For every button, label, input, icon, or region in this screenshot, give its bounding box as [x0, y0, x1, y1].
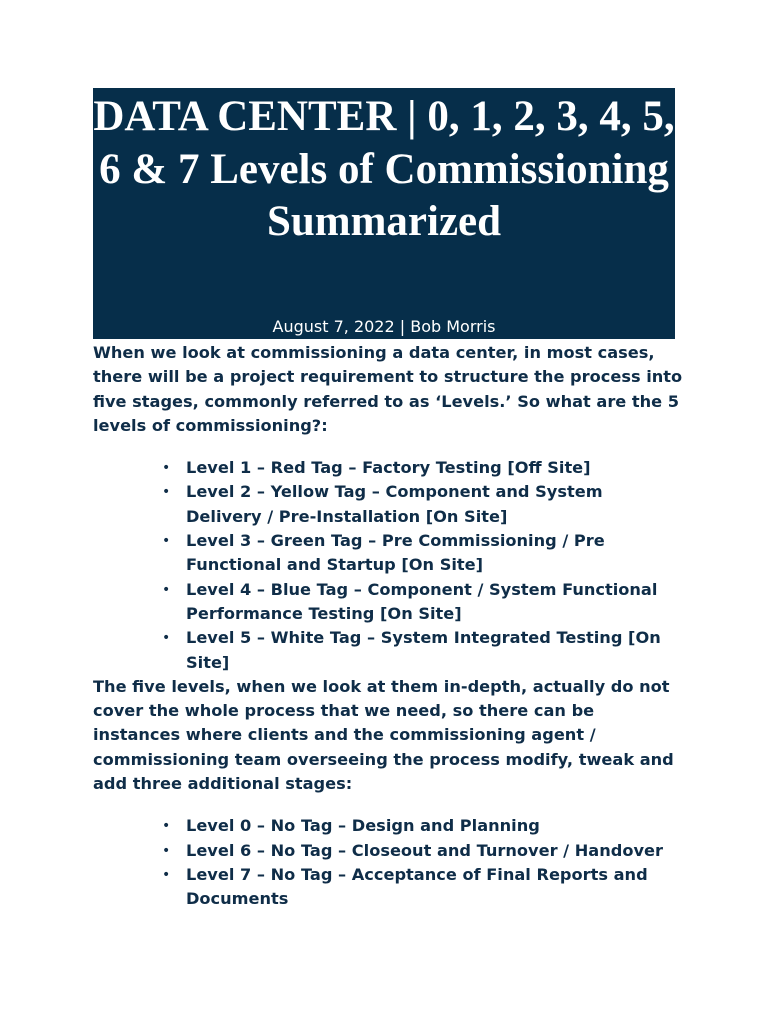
bullet-icon: •: [162, 581, 171, 598]
list-item: [162, 529, 683, 578]
bullet-icon: •: [162, 460, 171, 477]
list-item: [162, 456, 683, 480]
bullet-icon: •: [162, 866, 171, 883]
list-item-text: Level 7 – No Tag – Acceptance of Final Reports and Documents: [186, 864, 648, 909]
intro-paragraph: When we look at commissioning a data center, in most cases, there will be a project requirement to structure the process into five stages, commonly referred to as ‘Levels.’ So what are the 5 levels of commissioning?:: [93, 343, 683, 435]
list-item-text: Level 5 – White Tag – System Integrated Testing [On Site]: [186, 628, 661, 672]
title-banner: [93, 88, 675, 339]
list-item-text: Level 6 – No Tag – Closeout and Turnover / Handover: [186, 840, 663, 860]
list-item: [162, 863, 683, 912]
list-item-text: Level 1 – Red Tag – Factory Testing [Off Site]: [186, 458, 591, 478]
list-item-text: Level 3 – Green Tag – Pre Commissioning / Pre Functional and Startup [On Site]: [186, 531, 605, 575]
bullet-icon: •: [162, 533, 171, 550]
list-item: [162, 814, 683, 838]
list-item-text: Level 2 – Yellow Tag – Component and System Delivery / Pre-Installation [On Site]: [186, 482, 603, 526]
page-title: DATA CENTER | 0, 1, 2, 3, 4, 5, 6 & 7 Levels of Commissioning Summarized: [93, 93, 675, 245]
list-item: [162, 480, 683, 529]
article-byline: August 7, 2022 | Bob Morris: [272, 317, 496, 336]
list-item-text: Level 0 – No Tag – Design and Planning: [186, 816, 540, 836]
additional-levels-list: [93, 814, 683, 911]
bullet-icon: •: [162, 818, 171, 835]
list-item: [162, 626, 683, 675]
levels-list: [93, 456, 683, 675]
list-item: [162, 578, 683, 627]
bullet-icon: •: [162, 842, 171, 859]
bullet-icon: •: [162, 484, 171, 501]
article-body: [93, 341, 683, 912]
bullet-icon: •: [162, 630, 171, 647]
list-item-text: Level 4 – Blue Tag – Component / System Functional Performance Testing [On Site]: [186, 579, 658, 623]
transition-paragraph: The five levels, when we look at them in-depth, actually do not cover the whole process that we need, so there can be instances where clients and the commissioning agent / commissioning team overseeing the process modify, tweak and add three additional stages:: [93, 676, 674, 794]
list-item: [162, 839, 683, 863]
